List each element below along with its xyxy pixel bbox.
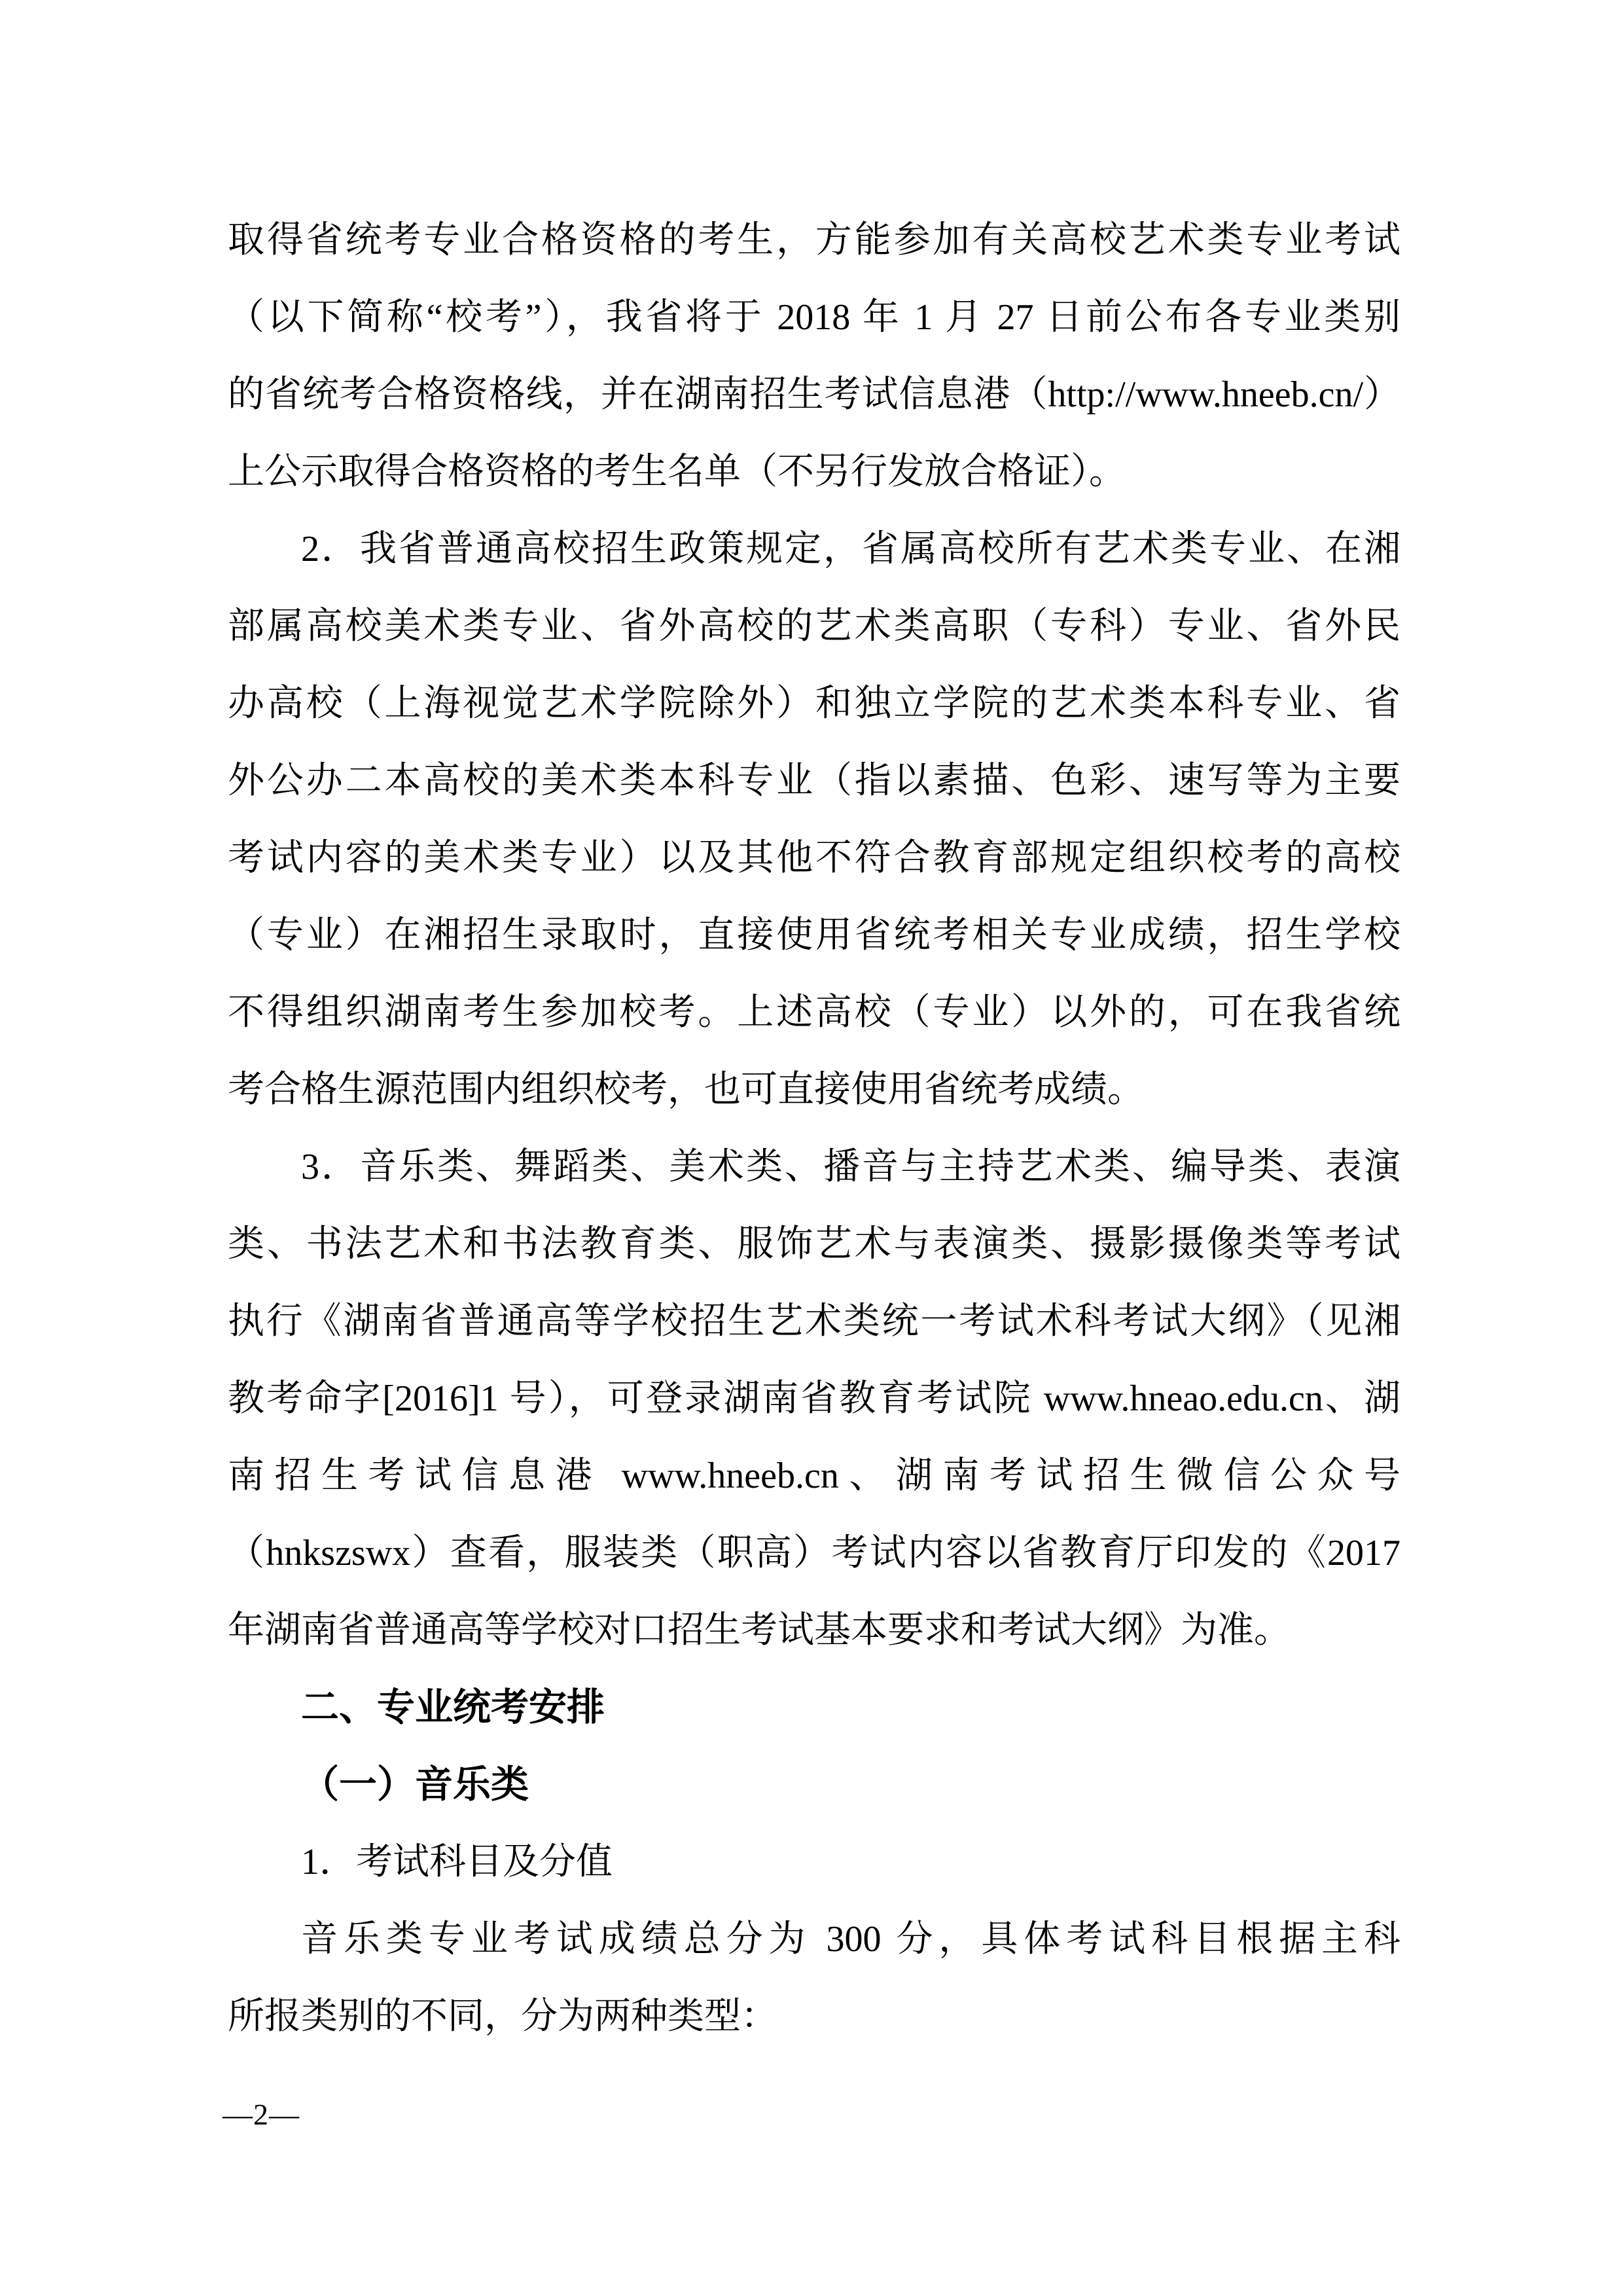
- text-line: 上公示取得合格资格的考生名单（不另行发放合格证）。: [228, 452, 1126, 492]
- text-line: 的省统考合格资格线，并在湖南招生考试信息港（http://www.hneeb.cn/）: [228, 374, 1400, 415]
- text-line: （hnkszswx）查看，服装类（职高）考试内容以省教育厅印发的《2017: [228, 1533, 1400, 1573]
- text-line: 音乐类专业考试成绩总分为 300 分，具体考试科目根据主科: [301, 1919, 1400, 1960]
- text-line: 取得省统考专业合格资格的考生，方能参加有关高校艺术类专业考试: [228, 220, 1400, 260]
- text-line: 教考命字[2016]1 号），可登录湖南省教育考试院 www.hneao.edu.cn、湖: [228, 1378, 1400, 1419]
- text-line: 类、书法艺术和书法教育类、服饰艺术与表演类、摄影摄像类等考试: [228, 1224, 1400, 1265]
- text-line: （专业）在湘招生录取时，直接使用省统考相关专业成绩，招生学校: [228, 915, 1400, 956]
- text-line: 3．音乐类、舞蹈类、美术类、播音与主持艺术类、编导类、表演: [301, 1147, 1400, 1187]
- text-line: 办高校（上海视觉艺术学院除外）和独立学院的艺术类本科专业、省: [228, 683, 1400, 724]
- text-line: 考合格生源范围内组织校考，也可直接使用省统考成绩。: [228, 1069, 1144, 1110]
- heading-serif-line: （一）音乐类: [301, 1763, 529, 1806]
- text-line: 执行《湖南省普通高等学校招生艺术类统一考试术科考试大纲》（见湘: [228, 1301, 1400, 1342]
- text-line: 部属高校美术类专业、省外高校的艺术类高职（专科）专业、省外民: [228, 606, 1400, 647]
- text-line: 1．考试科目及分值: [301, 1842, 613, 1882]
- text-line: 所报类别的不同，分为两种类型：: [228, 1996, 777, 2037]
- text-line: 南招生考试信息港 www.hneeb.cn、湖南考试招生微信公众号: [228, 1456, 1400, 1496]
- text-line: 考试内容的美术类专业）以及其他不符合教育部规定组织校考的高校: [228, 838, 1400, 878]
- page-number: —2—: [223, 2098, 300, 2131]
- text-block: [228, 202, 1400, 2055]
- text-line: （以下简称“校考”），我省将于 2018 年 1 月 27 日前公布各专业类别: [228, 297, 1400, 338]
- text-line: 外公办二本高校的美术类本科专业（指以素描、色彩、速写等为主要: [228, 761, 1400, 801]
- text-line: 年湖南省普通高等学校对口招生考试基本要求和考试大纲》为准。: [228, 1610, 1291, 1651]
- text-line: 2．我省普通高校招生政策规定，省属高校所有艺术类专业、在湘: [301, 529, 1400, 569]
- heading-sans-line: 二、专业统考安排: [301, 1686, 605, 1729]
- text-line: 不得组织湖南考生参加校考。上述高校（专业）以外的，可在我省统: [228, 992, 1400, 1033]
